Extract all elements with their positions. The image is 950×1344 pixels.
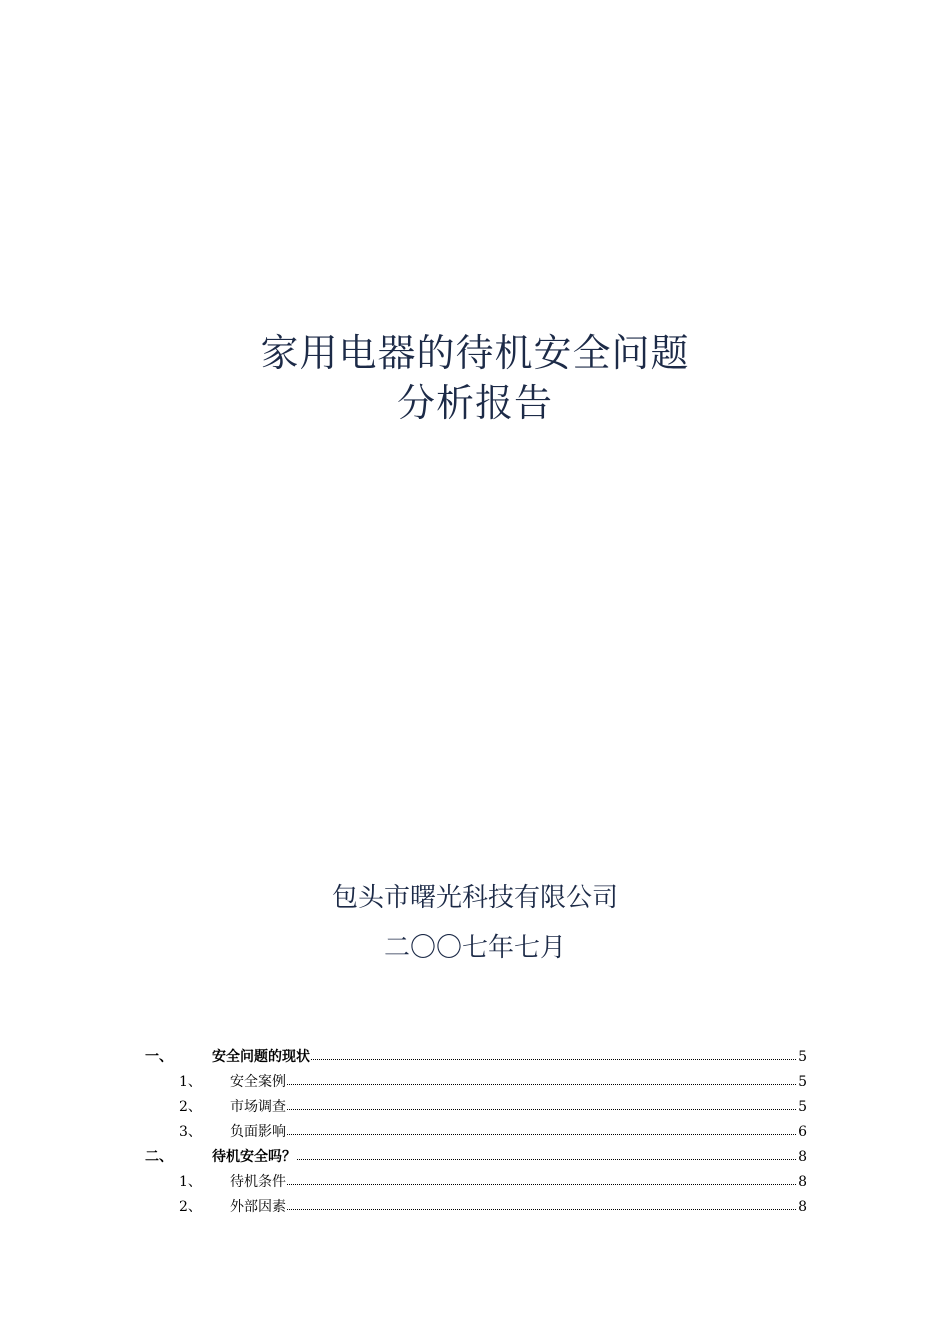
toc-entry-label: 待机条件 xyxy=(230,1174,286,1190)
toc-dot-leader xyxy=(287,1072,796,1085)
toc-entry-number: 2、 xyxy=(179,1099,202,1115)
toc-entry-page: 8 xyxy=(798,1149,807,1165)
toc-entry-label: 待机安全吗？ xyxy=(212,1149,296,1165)
toc-entry-number: 2、 xyxy=(179,1199,202,1215)
toc-entry-label: 外部因素 xyxy=(230,1199,286,1215)
toc-entry-page: 5 xyxy=(798,1099,807,1115)
toc-entry-label: 安全案例 xyxy=(230,1074,286,1090)
toc-entry-number: 二、 xyxy=(145,1149,173,1165)
title-line-1: 家用电器的待机安全问题 xyxy=(260,331,690,375)
toc-dot-leader xyxy=(297,1147,796,1160)
toc-dot-leader xyxy=(287,1122,796,1135)
toc-entry-label: 市场调查 xyxy=(230,1099,286,1115)
toc-entry-number: 3、 xyxy=(179,1124,202,1140)
toc-entry-label: 负面影响 xyxy=(230,1124,286,1140)
toc-entry[interactable] xyxy=(145,1196,807,1221)
toc-entry[interactable] xyxy=(145,1046,807,1071)
table-of-contents xyxy=(145,1046,807,1221)
toc-entry[interactable] xyxy=(145,1071,807,1096)
report-title xyxy=(0,328,950,428)
toc-entry-number: 1、 xyxy=(179,1174,202,1190)
toc-entry[interactable] xyxy=(145,1121,807,1146)
company-name: 包头市曙光科技有限公司 xyxy=(331,883,618,913)
toc-entry-label: 安全问题的现状 xyxy=(212,1049,310,1065)
toc-entry[interactable] xyxy=(145,1171,807,1196)
toc-entry-page: 5 xyxy=(798,1074,807,1090)
toc-entry[interactable] xyxy=(145,1146,807,1171)
toc-entry-page: 8 xyxy=(798,1199,807,1215)
toc-dot-leader xyxy=(287,1172,796,1185)
toc-entry-page: 5 xyxy=(798,1049,807,1065)
toc-entry-number: 1、 xyxy=(179,1074,202,1090)
toc-entry-page: 8 xyxy=(798,1174,807,1190)
toc-entry-number: 一、 xyxy=(145,1049,173,1065)
title-line-2: 分析报告 xyxy=(396,381,553,425)
toc-dot-leader xyxy=(287,1097,796,1110)
report-date: 二〇〇七年七月 xyxy=(383,933,566,963)
toc-dot-leader xyxy=(311,1047,796,1060)
toc-entry-page: 6 xyxy=(798,1124,807,1140)
toc-entry[interactable] xyxy=(145,1096,807,1121)
toc-dot-leader xyxy=(287,1197,796,1210)
